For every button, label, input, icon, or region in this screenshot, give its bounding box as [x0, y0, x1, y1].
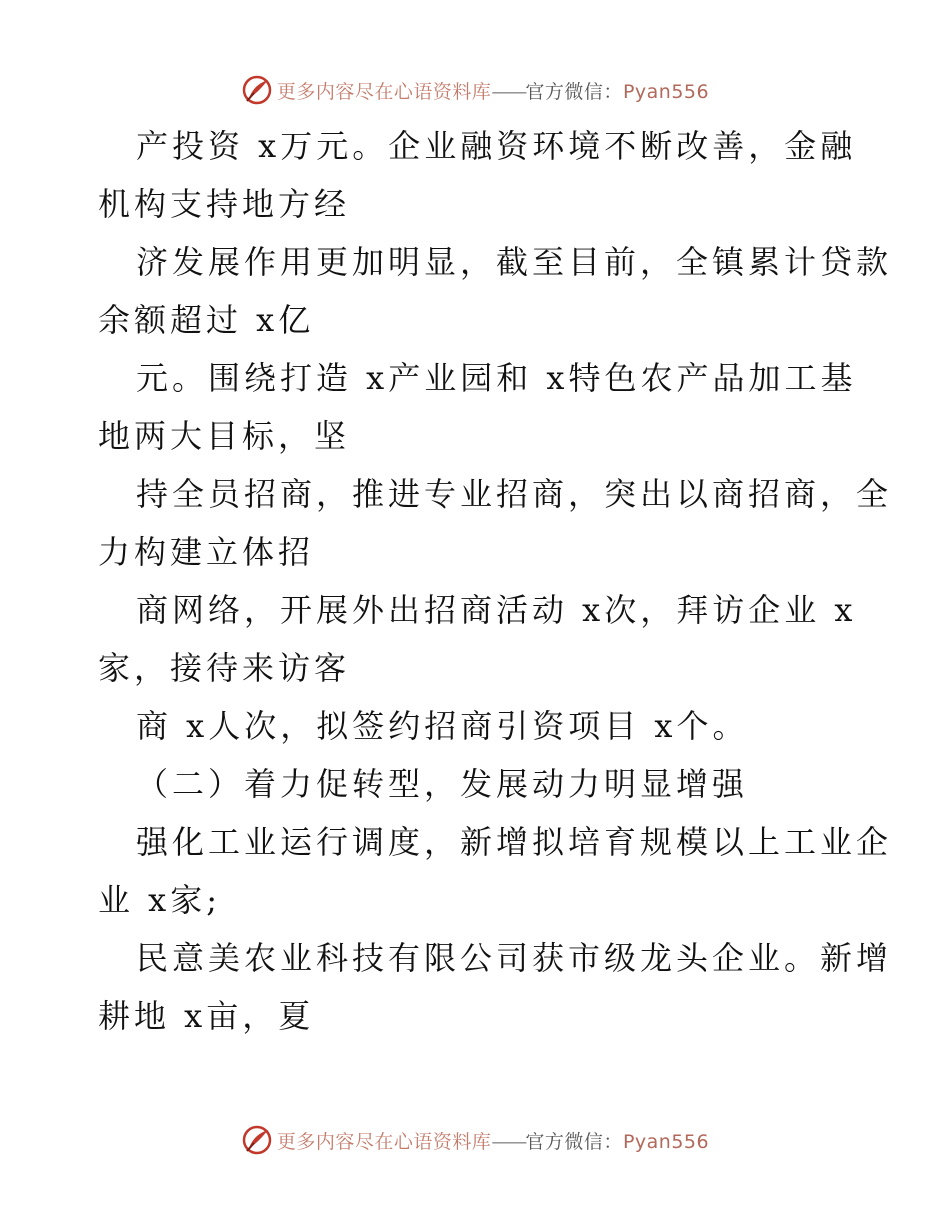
document-body	[98, 117, 893, 1045]
text-line: 济发展作用更加明显，截至目前，全镇累计贷款	[136, 243, 893, 281]
text-line: 持全员招商，推进专业招商，突出以商招商，全	[136, 475, 893, 513]
feather-quill-logo-icon	[241, 74, 273, 106]
text-line: 耕地 x亩，夏	[98, 997, 315, 1035]
watermark-wechat-label: 官方微信：	[525, 80, 623, 103]
text-line: 商网络，开展外出招商活动 x次，拜访企业 x	[136, 591, 857, 629]
watermark-dash: ——	[491, 1130, 526, 1153]
text-line: 业 x家;	[98, 881, 222, 919]
text-line: 民意美农业科技有限公司获市级龙头企业。新增	[136, 939, 893, 977]
section-heading: （二）着力促转型，发展动力明显增强	[136, 765, 749, 803]
text-line: 家，接待来访客	[98, 649, 351, 687]
watermark-dash: ——	[491, 80, 526, 103]
feather-quill-logo-icon	[241, 1124, 273, 1156]
text-line: 强化工业运行调度，新增拟培育规模以上工业企	[136, 823, 893, 861]
text-line: 地两大目标，坚	[98, 417, 351, 455]
text-line: 商 x人次，拟签约招商引资项目 x个。	[136, 707, 749, 745]
text-line: 产投资 x万元。企业融资环境不断改善，金融	[136, 127, 857, 165]
text-line: 元。围绕打造 x产业园和 x特色农产品加工基	[136, 359, 857, 397]
watermark-text: 更多内容尽在心语资料库	[276, 1130, 492, 1153]
text-line: 余额超过 x亿	[98, 301, 315, 339]
header-watermark	[0, 70, 950, 110]
watermark-handle: Pyan556	[622, 1130, 710, 1153]
text-line: 机构支持地方经	[98, 185, 351, 223]
watermark-wechat-label: 官方微信：	[525, 1130, 623, 1153]
watermark-text: 更多内容尽在心语资料库	[276, 80, 492, 103]
text-line: 力构建立体招	[98, 533, 315, 571]
watermark-handle: Pyan556	[622, 80, 710, 103]
footer-watermark	[0, 1120, 950, 1160]
